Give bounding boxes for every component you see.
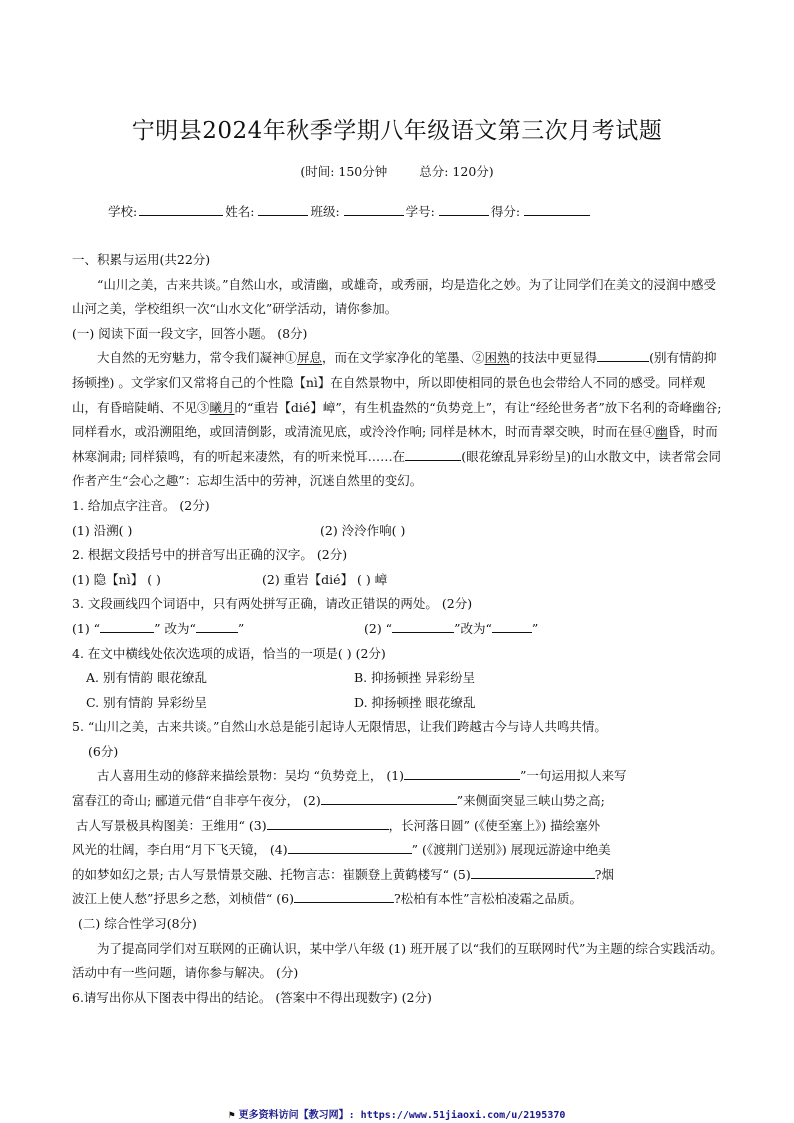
q5-blank-2[interactable] [321,792,457,805]
question-5-score: (6分) [88,743,119,759]
q5-line-3: 古人写景极具构图美：王维用“ (3) ，长河落日圆” (《使至塞上》) 描绘塞外 [76,817,601,833]
section2-heading: (二) 综合性学习(8分) [78,916,197,932]
q4-option-a[interactable]: A. 别有情韵 眼花缭乱 [86,670,207,686]
q4-option-d[interactable]: D. 抑扬顿挫 眼花缭乱 [354,694,476,710]
number-blank[interactable] [439,203,489,216]
exam-body [72,248,724,1010]
exam-time: (时间: 150分钟 [300,164,388,179]
q1-item-1[interactable]: (1) 沿溯( ) [72,522,133,538]
q5-line-6: 波江上使人愁”抒思乡之愁，刘桢借“ (6) ?松柏有本性”言松柏凌霜之品质。 [72,891,583,907]
q5-line-1: 古人喜用生动的修辞来描绘景物：吴均 “负势竞上， (1) ”一句运用拟人来写 [97,768,627,784]
question-4: 4. 在文中横线处依次选项的成语，恰当的一项是( ) (2分) [72,645,386,661]
question-6: 6.请写出你从下图表中得出的结论。 (答案中不得出现数字) (2分) [72,989,432,1005]
exam-subtitle [0,162,794,180]
name-label: 姓名: [225,204,255,219]
flag-icon: ⚑ [228,1110,235,1121]
q4-option-b[interactable]: B. 抑扬顿挫 异彩纷呈 [354,670,476,686]
q3-item-1: (1) “ ” 改为“ ” [72,620,245,636]
passage-blank-2[interactable] [405,448,461,461]
question-2-items [72,568,724,593]
question-1: 1. 给加点字注音。 (2分) [72,497,210,513]
exam-title: 宁明县2024年秋季学期八年级语文第三次月考试题 [131,118,663,144]
question-3: 3. 文段画线四个词语中，只有两处拼写正确，请改正错误的两处。 (2分) [72,596,473,612]
q3-blank-1[interactable] [100,620,154,633]
exam-total-score: 总分: 120分) [419,164,494,179]
question-4-options-row-1 [72,666,724,691]
q5-line-2: 富春江的奇山; 郦道元借“自非亭午夜分， (2) ”来侧面突显三峡山势之高; [72,793,605,809]
question-2: 2. 根据文段括号中的拼音写出正确的汉字。 (2分) [72,547,348,563]
q4-option-c[interactable]: C. 别有情韵 异彩纷呈 [86,694,208,710]
passage-blank-1[interactable] [597,349,649,362]
q2-item-2[interactable]: (2) 重岩【dié】 ( ) 嶂 [262,571,388,587]
name-blank[interactable] [258,203,308,216]
q3-item-2: (2) “ ”改为“ ” [364,620,539,636]
class-blank[interactable] [344,203,404,216]
q5-blank-4[interactable] [288,841,412,854]
underlined-word-2: 困熟 [484,350,510,366]
q3-blank-3[interactable] [392,620,454,633]
underlined-word-1: 屏息 [297,350,323,366]
footer-link[interactable] [0,1106,794,1121]
school-label: 学校: [108,204,138,219]
question-4-options-row-2 [72,691,724,716]
school-blank[interactable] [139,203,223,216]
q5-blank-3[interactable] [267,817,389,830]
student-info-line [108,202,592,220]
grade-label: 得分: [490,204,521,219]
grade-blank[interactable] [524,203,590,216]
reading-passage: 大自然的无穷魅力，常令我们凝神①屏息，而在文学家净化的笔墨、②困熟的技法中更显得 (别有情韵抑扬顿挫) 。文学家们又常将自己的个性隐【nì】在自然景物中，所以即使相同的景色也会带给人不同的感受。同样观山，有昏暗陡峭、不见③曦月的“重岩【dié】嶂”，有生机盎然的“负势竞上”，有让“经纶世务者”放下名利的奇峰幽谷; 同样看水，或沿溯阻绝，或回清倒影，或清流见底，或泠泠作响; 同样是林木，时而青翠交映，时而在昼④幽昏，时而林寒涧肃; 同样猿鸣，有的听起来凄然，有的听来悦耳……在 (眼花缭乱异彩纷呈)的山水散文中，读者常会同作者产生“会心之趣”：忘却生活中的劳神，沉迷自然里的变幻。 [72,350,722,489]
section1-heading: 一、积累与运用(共22分) [72,252,211,267]
underlined-word-4: 幽 [655,424,668,440]
number-label: 学号: [405,204,435,219]
section1-intro: “山川之美，古来共谈。”自然山水，或清幽，或雄奇，或秀丽，均是造化之妙。为了让同学们在美文的浸润中感受山河之美，学校组织一次“山水文化”研学活动，请你参加。 [72,276,717,317]
q5-line-4: 风光的壮阔，李白用“月下飞天镜， (4) ” (《渡荆门送别》) 展现远游途中绝美 [72,842,611,858]
q2-item-1[interactable]: (1) 隐【nì】 ( ) [72,571,161,587]
section2-intro: 为了提高同学们对互联网的正确认识，某中学八年级 (1) 班开展了以“我们的互联网时代”为主题的综合实践活动。活动中有一些问题，请你参与解决。 (分) [72,940,723,981]
q5-blank-1[interactable] [404,767,520,780]
q3-blank-2[interactable] [196,620,238,633]
question-5: 5. “山川之美，古来共谈。”自然山水总是能引起诗人无限情思，让我们跨越古今与诗人共鸣共情。 [72,719,607,735]
q5-blank-5[interactable] [471,866,595,879]
question-1-items [72,519,724,544]
class-label: 班级: [310,204,340,219]
q1-item-2[interactable]: (2) 泠泠作响( ) [320,522,406,538]
question-3-items [72,617,724,642]
part1-heading: (一) 阅读下面一段文字，回答小题。 (8分) [72,325,308,341]
underlined-word-3: 曦月 [209,399,235,415]
q5-blank-6[interactable] [294,890,394,903]
q5-line-5: 的如梦如幻之景; 古人写景情景交融、托物言志：崔颢登上黄鹤楼写“ (5) ?烟 [72,866,614,882]
q3-blank-4[interactable] [492,620,532,633]
footer-text[interactable]: 更多资料访问【教习网】: https://www.51jiaoxi.com/u/2195370 [238,1110,566,1121]
